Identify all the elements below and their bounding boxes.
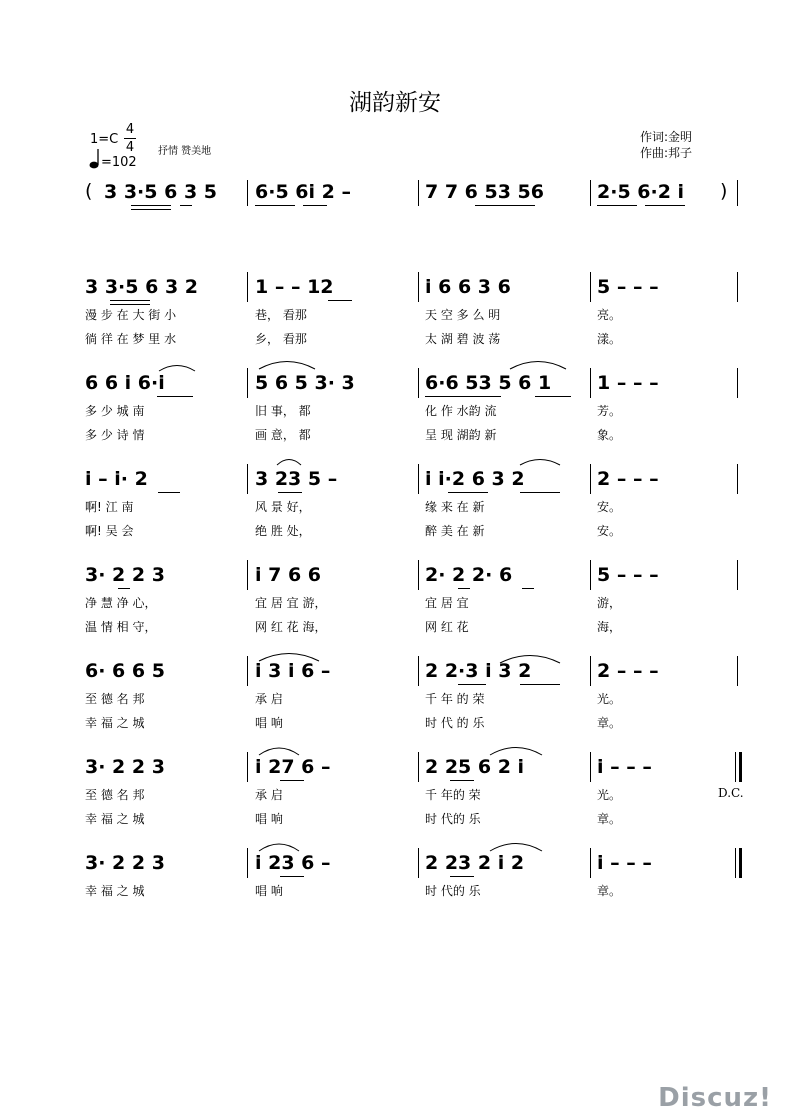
measure-notes: 5 6 5 3· 3 <box>255 372 355 394</box>
lyric-verse-1: 漫 步 在 大 街 小 <box>85 308 177 322</box>
key-signature: 1=C <box>90 132 119 147</box>
measure-notes: i 3 i 6 – <box>255 660 331 682</box>
lyric-verse-2: 时 代 的 乐 <box>425 716 485 730</box>
rhythm-underline <box>597 205 637 206</box>
lyric-verse-1: 游， <box>597 596 622 610</box>
measure-notes: i 7 6 6 <box>255 564 322 586</box>
lyric-verse-1: 亮。 <box>597 308 622 322</box>
lyric-verse-1: 啊! 江 南 <box>85 500 134 514</box>
lyric-verse-2: 章。 <box>597 716 622 730</box>
lyric-verse-2: 时 代的 乐 <box>425 812 481 826</box>
barline <box>737 560 738 590</box>
lyric-verse-1: 光。 <box>597 692 622 706</box>
measure-notes: i 27 6 – <box>255 756 331 778</box>
lyric-verse-1: 唱 响 <box>255 884 283 898</box>
barline <box>247 464 248 494</box>
measure-notes: 6 6 i 6·i <box>85 372 165 394</box>
measure-notes: 3 23 5 – <box>255 468 338 490</box>
barline <box>418 560 419 590</box>
lyric-verse-2: 太 湖 碧 波 荡 <box>425 332 501 346</box>
barline <box>418 464 419 494</box>
lyric-verse-2: 幸 福 之 城 <box>85 812 145 826</box>
measure-notes: i i·2 6 3 2 <box>425 468 525 490</box>
barline <box>418 656 419 686</box>
rhythm-underline <box>475 205 535 206</box>
lyric-verse-1: 宜 居 宜 游， <box>255 596 327 610</box>
lyric-verse-2: 画 意， 都 <box>255 428 311 442</box>
rhythm-underline <box>520 492 560 493</box>
barline <box>590 464 591 494</box>
rhythm-underline <box>448 492 488 493</box>
lyric-verse-1: 千 年 的 荣 <box>425 692 485 706</box>
slur <box>488 840 544 852</box>
lyric-verse-2: 呈 现 湖韵 新 <box>425 428 497 442</box>
measure-notes: 1 – – – <box>597 372 659 394</box>
measure-notes: 3· 2 2 3 <box>85 564 165 586</box>
final-barline-thick <box>739 848 742 878</box>
time-signature-top: 4 <box>125 122 135 137</box>
intro-measure-3: 7 7 6 53 56 <box>425 181 545 203</box>
rhythm-underline <box>520 684 560 685</box>
barline <box>590 180 591 206</box>
measure-notes: i – – – <box>597 756 652 778</box>
rhythm-underline <box>450 876 474 877</box>
intro-open-paren: ( <box>85 180 93 202</box>
rhythm-underline <box>118 588 130 589</box>
lyric-verse-2: 章。 <box>597 812 622 826</box>
rhythm-underline <box>110 300 150 301</box>
barline <box>590 752 591 782</box>
lyric-verse-1: 天 空 多 么 明 <box>425 308 501 322</box>
rhythm-underline <box>328 300 352 301</box>
lyric-verse-1: 至 德 名 邦 <box>85 692 145 706</box>
rhythm-underline <box>425 396 501 397</box>
rhythm-underline <box>158 492 180 493</box>
quarter-note-icon <box>88 148 102 170</box>
barline <box>590 272 591 302</box>
slur <box>257 744 301 756</box>
lyric-verse-2: 醉 美 在 新 <box>425 524 485 538</box>
lyric-verse-1: 多 少 城 南 <box>85 404 145 418</box>
tempo-marking: =102 <box>101 155 137 170</box>
barline <box>737 464 738 494</box>
lyric-verse-1: 章。 <box>597 884 622 898</box>
rhythm-underline <box>278 492 302 493</box>
measure-notes: 6· 6 6 5 <box>85 660 165 682</box>
slur <box>257 358 317 370</box>
rhythm-underline <box>157 396 193 397</box>
slur <box>508 358 568 370</box>
slur <box>257 840 301 852</box>
lyric-verse-2: 啊! 吴 会 <box>85 524 134 538</box>
intro-measure-4: 2·5 6·2 i <box>597 181 685 203</box>
measure-notes: 5 – – – <box>597 564 659 586</box>
measure-notes: i – i· 2 <box>85 468 148 490</box>
composer-credit: 作曲:邦子 <box>640 146 693 160</box>
measure-notes: 1 – – 12 <box>255 276 334 298</box>
lyric-verse-1: 时 代的 乐 <box>425 884 481 898</box>
lyric-verse-1: 宜 居 宜 <box>425 596 469 610</box>
barline <box>737 180 738 206</box>
lyric-verse-2: 唱 响 <box>255 716 283 730</box>
rhythm-underline <box>280 876 304 877</box>
barline <box>247 272 248 302</box>
barline <box>418 272 419 302</box>
lyricist-credit: 作词:金明 <box>640 130 693 144</box>
lyric-verse-1: 缘 来 在 新 <box>425 500 485 514</box>
expression-marking: 抒情 赞美地 <box>158 146 212 157</box>
barline <box>247 368 248 398</box>
measure-notes: 5 – – – <box>597 276 659 298</box>
measure-notes: 6·6 53 5 6 1 <box>425 372 552 394</box>
lyric-verse-1: 芳。 <box>597 404 622 418</box>
time-signature-bottom: 4 <box>125 140 135 155</box>
lyric-verse-1: 千 年的 荣 <box>425 788 481 802</box>
barline <box>737 368 738 398</box>
lyric-verse-2: 象。 <box>597 428 622 442</box>
slur <box>275 456 303 466</box>
lyric-verse-1: 至 德 名 邦 <box>85 788 145 802</box>
barline <box>737 272 738 302</box>
slur <box>518 456 562 466</box>
lyric-verse-2: 唱 响 <box>255 812 283 826</box>
measure-notes: i 23 6 – <box>255 852 331 874</box>
lyric-verse-1: 承 启 <box>255 692 283 706</box>
lyric-verse-1: 幸 福 之 城 <box>85 884 145 898</box>
barline <box>247 656 248 686</box>
time-signature-line <box>124 138 136 139</box>
barline <box>590 560 591 590</box>
measure-notes: 2 – – – <box>597 660 659 682</box>
lyric-verse-1: 净 慧 净 心， <box>85 596 157 610</box>
barline <box>590 368 591 398</box>
lyric-verse-2: 乡， 看那 <box>255 332 307 346</box>
slur <box>257 650 321 662</box>
lyric-verse-2: 幸 福 之 城 <box>85 716 145 730</box>
measure-notes: i 6 6 3 6 <box>425 276 511 298</box>
lyric-verse-1: 安。 <box>597 500 622 514</box>
lyric-verse-1: 巷， 看那 <box>255 308 307 322</box>
rhythm-underline <box>131 205 171 206</box>
rhythm-underline <box>458 684 486 685</box>
discuz-watermark: Discuz! <box>658 1083 772 1113</box>
final-barline-thin <box>735 752 736 782</box>
song-title: 湖韵新安 <box>349 90 441 116</box>
lyric-verse-2: 安。 <box>597 524 622 538</box>
barline <box>590 656 591 686</box>
lyric-verse-1: 旧 事， 都 <box>255 404 311 418</box>
measure-notes: 2 23 2 i 2 <box>425 852 525 874</box>
intro-measure-2: 6·5 6i 2 – <box>255 181 351 203</box>
lyric-verse-2: 网 红 花 <box>425 620 469 634</box>
slur <box>157 362 197 372</box>
da-capo-marking: D.C. <box>718 786 744 800</box>
lyric-verse-2: 多 少 诗 情 <box>85 428 145 442</box>
rhythm-underline <box>535 396 571 397</box>
lyric-verse-1: 化 作 水韵 流 <box>425 404 497 418</box>
measure-notes: 3· 2 2 3 <box>85 756 165 778</box>
lyric-verse-1: 承 启 <box>255 788 283 802</box>
intro-close-paren: ) <box>720 180 728 202</box>
measure-notes: 2 25 6 2 i <box>425 756 525 778</box>
barline <box>247 560 248 590</box>
lyric-verse-1: 风 景 好， <box>255 500 311 514</box>
lyric-verse-2: 海， <box>597 620 622 634</box>
barline <box>247 848 248 878</box>
barline <box>418 848 419 878</box>
rhythm-underline <box>131 209 171 210</box>
lyric-verse-1: 光。 <box>597 788 622 802</box>
barline <box>418 368 419 398</box>
barline <box>418 180 419 206</box>
barline <box>590 848 591 878</box>
measure-notes: 2· 2 2· 6 <box>425 564 513 586</box>
intro-measure-1: 3 3·5 6 3 5 <box>104 181 217 203</box>
rhythm-underline <box>645 205 685 206</box>
final-barline-thin <box>735 848 736 878</box>
rhythm-underline <box>255 205 295 206</box>
rhythm-underline <box>180 205 192 206</box>
barline <box>247 752 248 782</box>
measure-notes: 3 3·5 6 3 2 <box>85 276 198 298</box>
rhythm-underline <box>458 588 470 589</box>
measure-notes: 2 – – – <box>597 468 659 490</box>
rhythm-underline <box>303 205 327 206</box>
slur <box>488 744 544 756</box>
barline <box>247 180 248 206</box>
rhythm-underline <box>280 780 304 781</box>
barline <box>737 656 738 686</box>
final-barline-thick <box>739 752 742 782</box>
measure-notes: 2 2·3 i 3 2 <box>425 660 532 682</box>
lyric-verse-2: 绝 胜 处， <box>255 524 311 538</box>
measure-notes: i – – – <box>597 852 652 874</box>
measure-notes: 3· 2 2 3 <box>85 852 165 874</box>
rhythm-underline <box>522 588 534 589</box>
barline <box>418 752 419 782</box>
lyric-verse-2: 网 红 花 海， <box>255 620 327 634</box>
lyric-verse-2: 徜 徉 在 梦 里 水 <box>85 332 177 346</box>
rhythm-underline <box>450 780 474 781</box>
lyric-verse-2: 温 情 相 守， <box>85 620 157 634</box>
slur <box>498 652 562 664</box>
lyric-verse-2: 漾。 <box>597 332 622 346</box>
rhythm-underline <box>110 304 150 305</box>
